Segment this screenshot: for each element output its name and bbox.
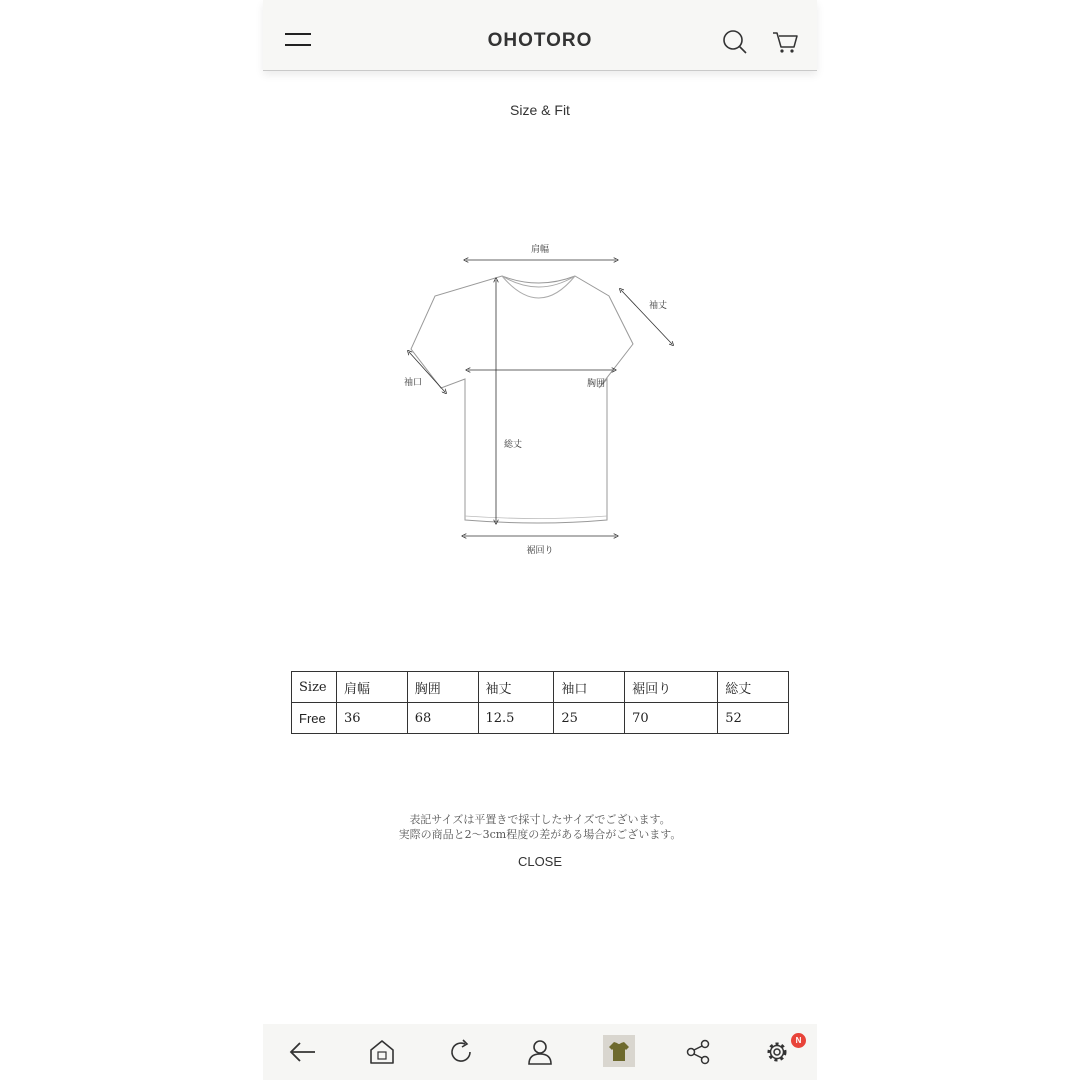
table-cell: Free (292, 703, 337, 734)
page-title: Size & Fit (510, 102, 570, 118)
table-cell: 36 (337, 703, 408, 734)
label-hem: 裾回り (526, 546, 554, 556)
label-chest: 胸囲 (587, 379, 606, 389)
size-table (291, 671, 789, 734)
table-header-cell: 総丈 (718, 672, 789, 703)
tshirt-measurement-diagram (393, 238, 683, 563)
table-cell: 12.5 (478, 703, 554, 734)
table-header-cell: 胸囲 (407, 672, 478, 703)
bottom-nav-bar (263, 1024, 817, 1080)
label-shoulder: 肩幅 (530, 245, 550, 255)
label-total-length: 総丈 (504, 440, 523, 450)
table-header-row (292, 672, 789, 703)
user-icon[interactable] (524, 1036, 556, 1068)
notification-badge: N (791, 1033, 806, 1048)
label-cuff: 袖口 (404, 378, 423, 388)
app-screen (263, 0, 817, 1080)
table-header-cell: 裾回り (625, 672, 718, 703)
top-bar (263, 0, 817, 71)
refresh-icon[interactable] (445, 1036, 477, 1068)
table-cell: 68 (407, 703, 478, 734)
table-header-cell: 袖口 (554, 672, 625, 703)
cart-icon[interactable] (771, 28, 799, 56)
settings-icon[interactable] (761, 1036, 793, 1068)
table-cell: 70 (625, 703, 718, 734)
measurement-note (263, 812, 817, 842)
search-icon[interactable] (721, 28, 749, 56)
table-row (292, 703, 789, 734)
tshirt-icon (603, 1035, 635, 1067)
table-header-cell: 肩幅 (337, 672, 408, 703)
table-header-cell: 袖丈 (478, 672, 554, 703)
close-button[interactable]: CLOSE (517, 854, 563, 869)
note-line-2: 実際の商品と2〜3cm程度の差がある場合がございます。 (398, 828, 682, 841)
table-cell: 52 (718, 703, 789, 734)
product-thumbnail[interactable] (603, 1035, 635, 1067)
table-header-cell: Size (292, 672, 337, 703)
home-icon[interactable] (366, 1036, 398, 1068)
table-cell: 25 (554, 703, 625, 734)
note-line-1: 表記サイズは平置きで採寸したサイズでございます。 (409, 813, 671, 826)
label-sleeve-length: 袖丈 (649, 301, 668, 311)
tshirt-hem-line (465, 516, 607, 519)
back-arrow-icon[interactable] (287, 1036, 319, 1068)
tshirt-outline (411, 276, 633, 523)
brand-logo[interactable]: OHOTORO (487, 30, 593, 51)
share-icon[interactable] (682, 1036, 714, 1068)
